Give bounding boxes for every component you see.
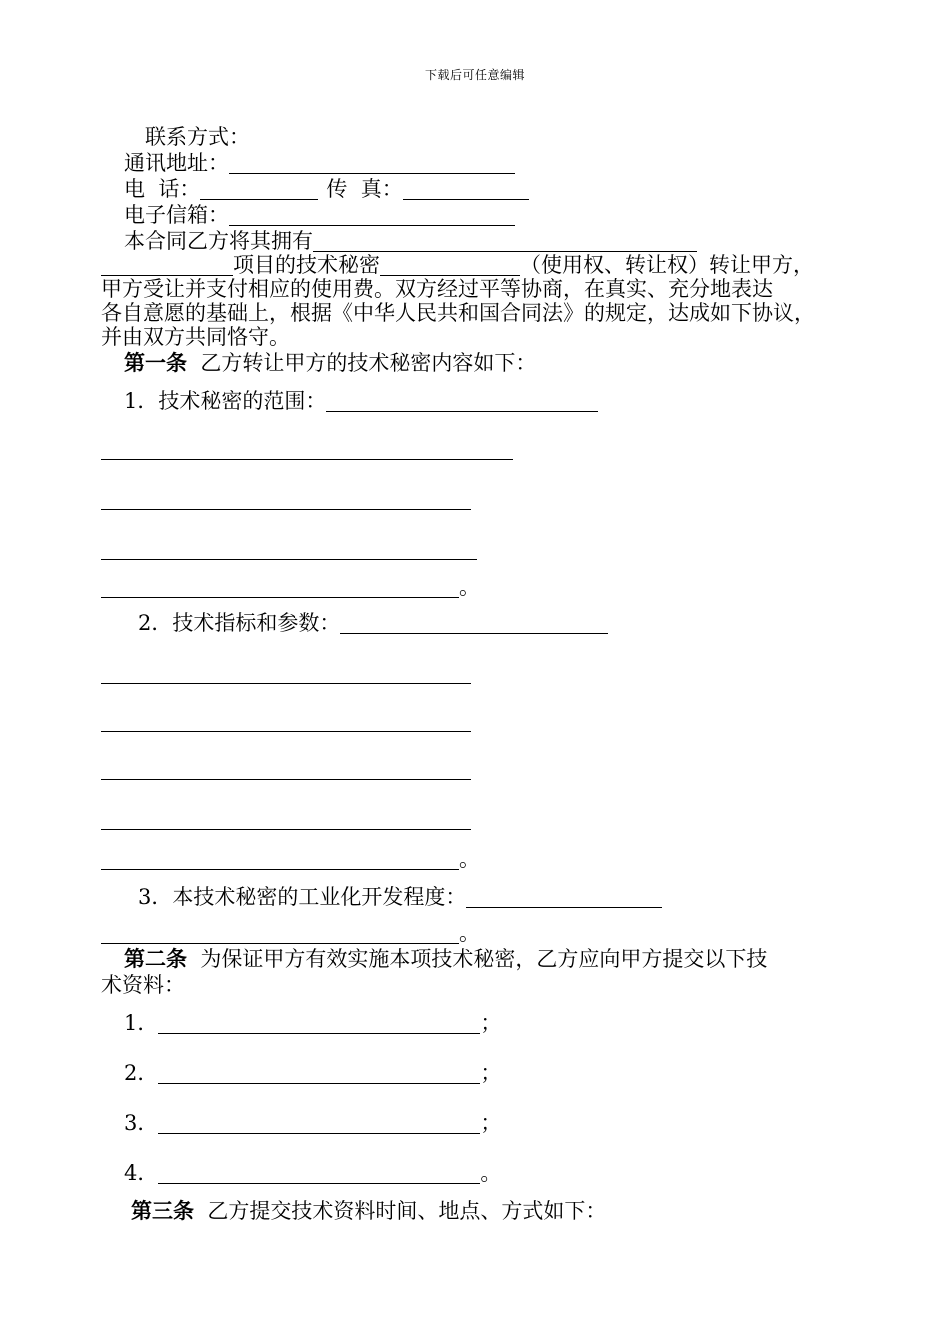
article-2-text-cont: 术资料：: [101, 973, 185, 997]
project-blank: [101, 255, 233, 276]
article-2-title: 第二条: [124, 946, 187, 971]
params-blank-1: [101, 663, 471, 684]
material-4-blank: [158, 1163, 480, 1184]
address-label: 通讯地址：: [124, 151, 229, 175]
phone-label: 电 话：: [124, 177, 201, 201]
params-blank-3: [101, 759, 471, 780]
period: 。: [459, 921, 480, 945]
intro-line-5: 并由双方共同恪守。: [101, 325, 290, 349]
scope-blank-1: [101, 439, 513, 460]
email-label: 电子信箱：: [124, 203, 229, 227]
email-row: [124, 202, 515, 228]
semicolon: ；: [480, 1111, 502, 1135]
params-line-1: [101, 660, 471, 686]
material-2-blank: [158, 1063, 480, 1084]
material-4: [124, 1160, 501, 1186]
phone-blank: [200, 179, 318, 200]
page-header: 下载后可任意编辑: [424, 68, 525, 82]
article-1-title: 第一条: [124, 350, 187, 375]
material-2: [124, 1060, 501, 1086]
owned-item-blank: [313, 231, 697, 252]
article-1-item-3: [138, 884, 662, 910]
article-2-text: 为保证甲方有效实施本项技术秘密，乙方应向甲方提交以下技: [200, 947, 768, 971]
contact-title: 联系方式：: [145, 125, 250, 149]
material-1-blank: [158, 1013, 480, 1034]
params-line-3: [101, 756, 471, 782]
period: 。: [459, 575, 480, 599]
email-blank: [229, 205, 515, 226]
scope-blank: [326, 391, 598, 412]
material-3-blank: [158, 1113, 480, 1134]
address-row: [124, 150, 515, 176]
params-line-2: [101, 708, 471, 734]
scope-blank-4: [101, 577, 459, 598]
fax-blank: [403, 179, 529, 200]
intro-line-2: [101, 252, 814, 278]
material-4-num: 4．: [124, 1161, 159, 1185]
intro-mid: 项目的技术秘密: [233, 253, 380, 277]
intro-line-3: 甲方受让并支付相应的使用费。双方经过平等协商，在真实、充分地表达: [101, 277, 773, 301]
dev-level-blank-2: [101, 923, 459, 944]
material-3: [124, 1110, 501, 1136]
material-1-num: 1．: [124, 1011, 159, 1035]
intro-paren: （使用权、转让权）转让甲方，: [520, 253, 814, 277]
dev-level-line: [101, 920, 480, 946]
dev-level-blank: [466, 887, 662, 908]
secret-blank: [380, 255, 520, 276]
article-2-heading: [124, 946, 767, 972]
params-line-5: [101, 846, 480, 872]
period: 。: [480, 1161, 502, 1185]
semicolon: ；: [480, 1011, 502, 1035]
item-1-label: 1．技术秘密的范围：: [124, 389, 327, 413]
article-3-title: 第三条: [131, 1198, 194, 1223]
article-1-item-2: [138, 610, 608, 636]
scope-blank-2: [101, 489, 471, 510]
item-2-label: 2．技术指标和参数：: [138, 611, 341, 635]
scope-blank-3: [101, 539, 477, 560]
scope-line-1: [101, 436, 513, 462]
intro-prefix: 本合同乙方将其拥有: [124, 229, 313, 253]
article-1-heading: [124, 350, 536, 376]
semicolon: ；: [480, 1061, 502, 1085]
intro-line-4: 各自意愿的基础上，根据《中华人民共和国合同法》的规定，达成如下协议，: [101, 301, 815, 325]
item-3-label: 3．本技术秘密的工业化开发程度：: [138, 885, 467, 909]
article-3-text: 乙方提交技术资料时间、地点、方式如下：: [207, 1199, 607, 1223]
params-blank-5: [101, 849, 459, 870]
params-line-4: [101, 806, 471, 832]
phone-fax-row: [124, 176, 529, 202]
period: 。: [459, 847, 480, 871]
intro-line-1: [124, 228, 697, 254]
params-blank-4: [101, 809, 471, 830]
material-2-num: 2．: [124, 1061, 159, 1085]
params-blank-2: [101, 711, 471, 732]
material-3-num: 3．: [124, 1111, 159, 1135]
scope-line-2: [101, 486, 471, 512]
scope-line-4: [101, 574, 480, 600]
material-1: [124, 1010, 501, 1036]
article-1-text: 乙方转让甲方的技术秘密内容如下：: [200, 351, 537, 375]
fax-label: 传 真：: [326, 177, 403, 201]
article-1-item-1: [124, 388, 598, 414]
article-3-heading: [131, 1198, 606, 1224]
params-blank: [340, 613, 608, 634]
scope-line-3: [101, 536, 477, 562]
address-blank: [229, 153, 515, 174]
